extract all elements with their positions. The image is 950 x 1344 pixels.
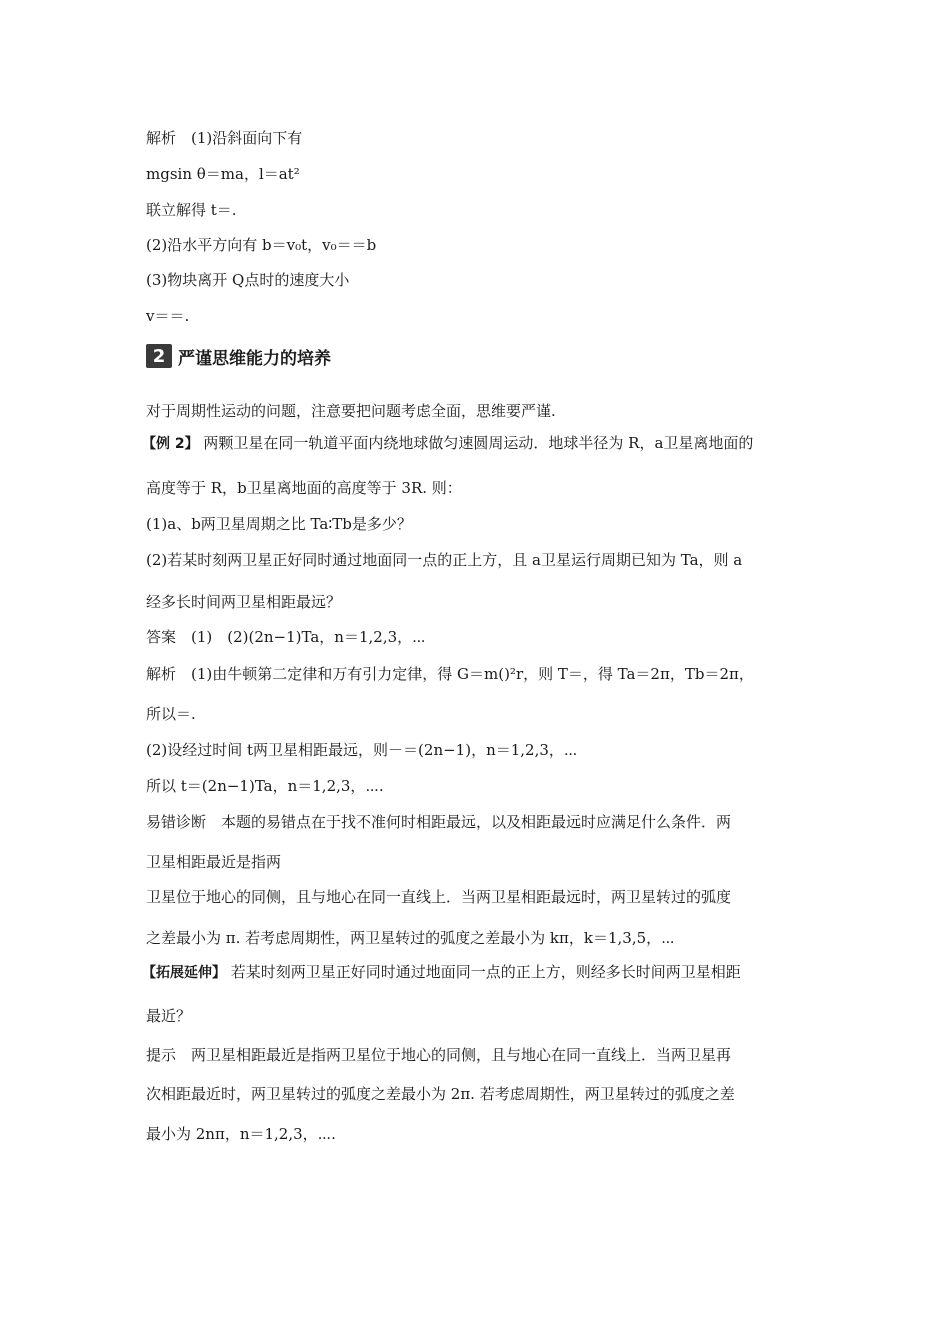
example-line: (2)若某时刻两卫星正好同时通过地面同一点的正上方，且 a卫星运行周期已知为 Ta，则 a [146,551,743,569]
example-line: 经多长时间两卫星相距最远？ [146,593,342,611]
hint-line: 提示 两卫星相距最近是指两卫星位于地心的同侧，且与地心在同一直线上．当两卫星再 [146,1046,732,1064]
analysis-line: 解析 (1)由牛顿第二定律和万有引力定律，得 G＝m()²r，则 T＝，得 Ta＝2π，Tb＝2π， [146,665,754,683]
example-line: (1)a、b两卫星周期之比 Ta∶Tb是多少？ [146,515,412,533]
example-line: 高度等于 R，b卫星离地面的高度等于 3R. 则： [146,479,462,497]
section-number-badge: 2 [146,344,172,368]
solution1-line: (2)沿水平方向有 b＝v₀t，v₀＝＝b [146,236,377,254]
example-first-line [142,433,802,454]
example-tag: 【例 2】 [142,436,199,452]
hint-line: 最小为 2nπ，n＝1,2,3，⋯. [146,1125,336,1143]
diagnosis-line: 之差最小为 π. 若考虑周期性，两卫星转过的弧度之差最小为 kπ，k＝1,3,5，⋯ [146,929,675,947]
extension-line: 最近？ [146,1007,192,1025]
diagnosis-line: 卫星相距最近是指两 [146,853,282,871]
extension-first-line [142,962,802,983]
solution1-line: 解析 (1)沿斜面向下有 [146,129,303,147]
solution1-line: 联立解得 t＝. [146,201,237,219]
intro-text: 对于周期性运动的问题，注意要把问题考虑全面，思维要严谨. [146,402,556,420]
diagnosis-line: 易错诊断 本题的易错点在于找不准何时相距最远，以及相距最远时应满足什么条件．两 [146,813,732,831]
extension-tag: 【拓展延伸】 [142,965,226,981]
hint-line: 次相距最近时，两卫星转过的弧度之差最小为 2π. 若考虑周期性，两卫星转过的弧度之差 [146,1085,735,1103]
solution1-line: mgsin θ＝ma，l＝at² [146,165,300,183]
extension-line: 若某时刻两卫星正好同时通过地面同一点的正上方，则经多长时间两卫星相距 [230,963,741,981]
analysis-line: (2)设经过时间 t两卫星相距最远，则－＝(2n−1)，n＝1,2,3，⋯ [146,741,578,759]
answer-line: 答案 (1) (2)(2n−1)Ta，n＝1,2,3，⋯ [146,628,426,646]
section-heading [146,343,331,369]
analysis-line: 所以＝. [146,705,196,723]
analysis-line: 所以 t＝(2n−1)Ta，n＝1,2,3，⋯. [146,777,384,795]
solution1-line: v＝＝. [146,307,190,325]
diagnosis-line: 卫星位于地心的同侧，且与地心在同一直线上．当两卫星相距最远时，两卫星转过的弧度 [146,888,732,906]
solution1-line: (3)物块离开 Q点时的速度大小 [146,271,350,289]
example-line: 两颗卫星在同一轨道平面内绕地球做匀速圆周运动．地球半径为 R，a卫星离地面的 [203,434,754,452]
section-title: 严谨思维能力的培养 [178,348,331,369]
